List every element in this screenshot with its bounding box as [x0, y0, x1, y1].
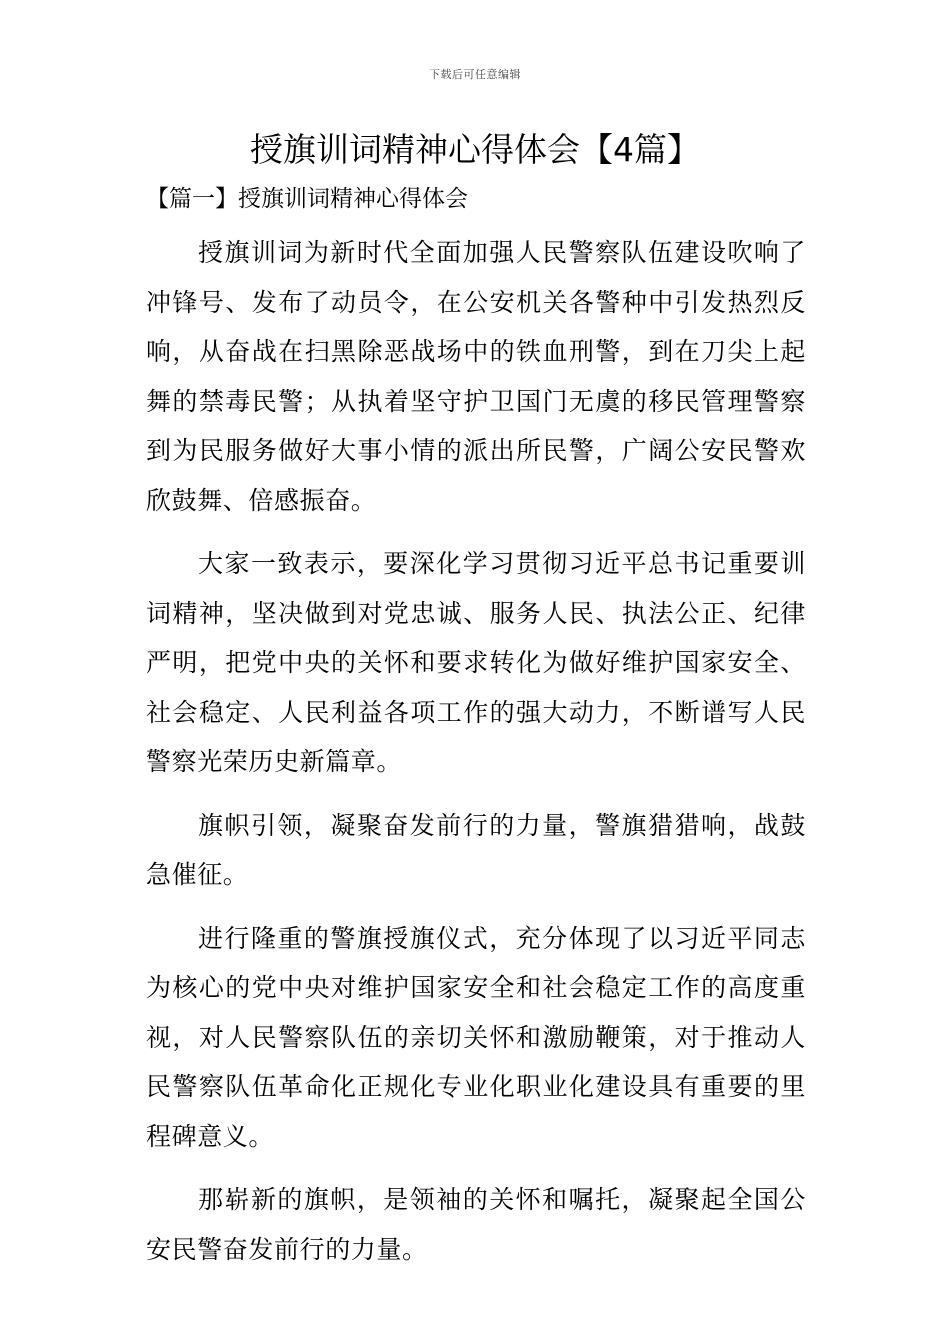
paragraph: 那崭新的旗帜，是领袖的关怀和嘱托，凝聚起全国公安民警奋发前行的力量。 — [146, 1185, 806, 1264]
document-title: 授旗训词精神心得体会【4篇】 — [250, 130, 700, 169]
paragraph: 旗帜引领，凝聚奋发前行的力量，警旗猎猎响，战鼓急催征。 — [146, 810, 806, 889]
header-note: 下载后可任意编辑 — [429, 68, 521, 81]
paragraph: 进行隆重的警旗授旗仪式，充分体现了以习近平同志为核心的党中央对维护国家安全和社会稳定工作的高度重视，对人民警察队伍的亲切关怀和激励鞭策，对于推动人民警察队伍革命化正规化专业化职业化建设具有重要的里程碑意义。 — [146, 923, 806, 1151]
section-heading: 【篇一】授旗训词精神心得体会 — [146, 186, 468, 212]
paragraph: 授旗训词为新时代全面加强人民警察队伍建设吹响了冲锋号、发布了动员令，在公安机关各警种中引发热烈反响，从奋战在扫黑除恶战场中的铁血刑警，到在刀尖上起舞的禁毒民警；从执着坚守护卫国门无虞的移民管理警察到为民服务做好大事小情的派出所民警，广阔公安民警欢欣鼓舞、倍感振奋。 — [146, 238, 806, 515]
paragraph: 大家一致表示，要深化学习贯彻习近平总书记重要训词精神，坚决做到对党忠诚、服务人民、执法公正、纪律严明，把党中央的关怀和要求转化为做好维护国家安全、社会稳定、人民利益各项工作的强大动力，不断谱写人民警察光荣历史新篇章。 — [146, 549, 806, 776]
document-body — [146, 228, 806, 1288]
